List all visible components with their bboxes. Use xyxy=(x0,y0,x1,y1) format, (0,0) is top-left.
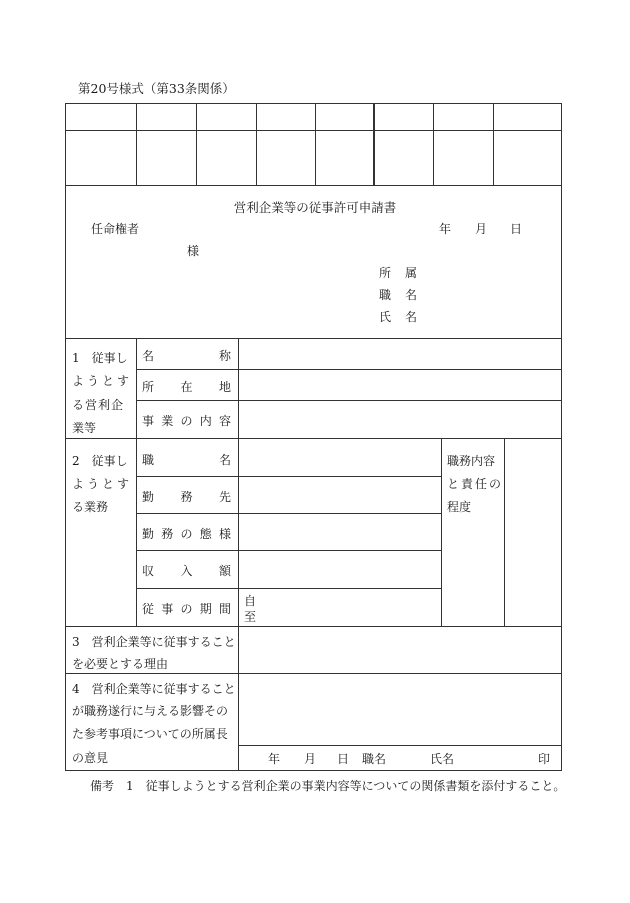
section2-label-workplace: 勤 務 先 xyxy=(142,490,231,504)
section1-label-name: 名 称 xyxy=(142,349,231,363)
date-day: 日 xyxy=(510,222,523,236)
honorific: 様 xyxy=(187,244,200,258)
section2-label-work-style: 勤 務 の 態 様 xyxy=(142,527,231,541)
seal-mark: 印 xyxy=(538,752,551,766)
addressee: 任命権者 xyxy=(91,222,140,236)
date-year: 年 xyxy=(439,222,452,236)
period-from: 自 xyxy=(244,594,257,608)
section2-label-period: 従 事 の 期 間 xyxy=(142,602,231,616)
applicant-affiliation-label: 所 属 xyxy=(379,266,417,280)
sign-month: 月 xyxy=(304,752,317,766)
form-number: 第20号様式（第33条関係） xyxy=(78,81,235,96)
sign-day: 日 xyxy=(337,752,350,766)
period-to: 至 xyxy=(244,610,257,624)
applicant-position-label: 職 名 xyxy=(379,288,417,302)
sign-year: 年 xyxy=(268,752,281,766)
date-month: 月 xyxy=(475,222,488,236)
doc-title: 営利企業等の従事許可申請書 xyxy=(233,200,397,215)
note: 備考 1 従事しようとする営利企業の事業内容等についての関係書類を添付すること。 xyxy=(90,779,566,793)
section2-label-income: 収 入 額 xyxy=(142,564,231,578)
sign-name-label: 氏名 xyxy=(430,752,455,766)
section1-label-location: 所 在 地 xyxy=(142,380,231,394)
sign-position-label: 職名 xyxy=(362,752,387,766)
section2-label-position: 職 名 xyxy=(142,453,231,467)
applicant-name-label: 氏 名 xyxy=(379,310,417,324)
section1-label-business: 事 業 の 内 容 xyxy=(142,414,231,428)
